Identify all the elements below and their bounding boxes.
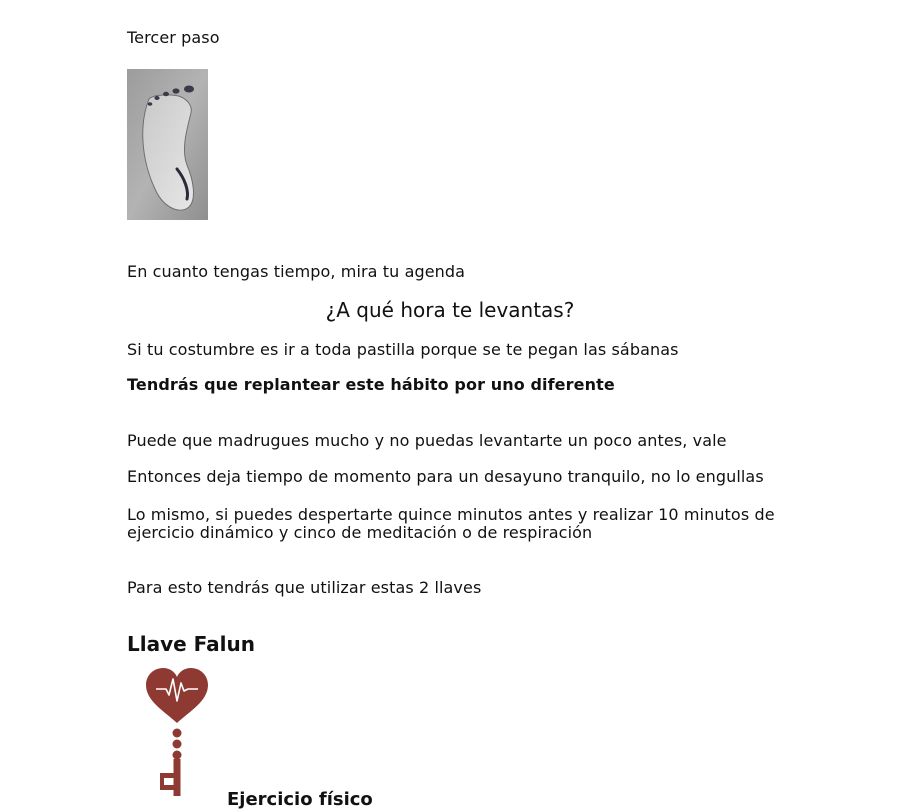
section-label: Tercer paso (127, 28, 220, 47)
question-heading: ¿A qué hora te levantas? (325, 298, 575, 322)
paragraph-llaves: Para esto tendrás que utilizar estas 2 llaves (127, 578, 482, 597)
paragraph-replantear: Tendrás que replantear este hábito por uno diferente (127, 375, 615, 394)
heart-key-icon (144, 667, 210, 798)
paragraph-agenda: En cuanto tengas tiempo, mira tu agenda (127, 262, 466, 281)
footprint-icon (127, 69, 208, 220)
paragraph-ejercicio: Lo mismo, si puedes despertarte quince minutos antes y realizar 10 minutos de ejercicio dinámico y cinco de meditación o de respiración (127, 505, 775, 542)
paragraph-desayuno: Entonces deja tiempo de momento para un desayuno tranquilo, no lo engullas (127, 467, 764, 486)
paragraph-madrugues: Puede que madrugues mucho y no puedas levantarte un poco antes, vale (127, 431, 727, 450)
key-section-title: Llave Falun (127, 632, 255, 656)
paragraph-costumbre: Si tu costumbre es ir a toda pastilla porque se te pegan las sábanas (127, 340, 679, 359)
key-caption: Ejercicio físico (227, 789, 373, 810)
